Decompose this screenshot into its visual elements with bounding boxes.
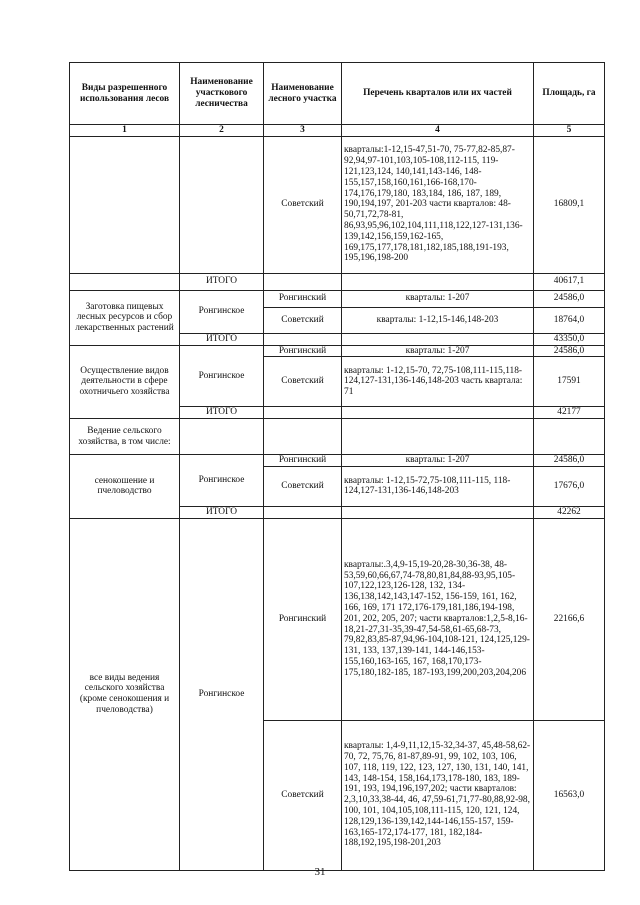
colnum-2: 2 <box>180 125 264 137</box>
area-cell <box>534 419 605 455</box>
area-cell: 16563,0 <box>534 720 605 870</box>
quarters-cell <box>342 407 534 419</box>
plot-cell <box>264 419 342 455</box>
use-cell: Осуществление видов деятельности в сфере охотничьего хозяйства <box>70 345 180 419</box>
total-label: ИТОГО <box>180 333 264 345</box>
page-number: 31 <box>314 866 326 878</box>
forestry-cell: Ронгинское <box>180 345 264 407</box>
total-row <box>70 273 605 290</box>
plot-cell <box>264 506 342 518</box>
quarters-cell: кварталы:1-12,15-47,51-70, 75-77,82-85,87-92,94,97-101,103,105-108,112-115, 119-121,123,124, 140,141,143-146, 148-155,157,158,160,161,166-168,170-174,176,179,180, 183,184, 186, 187, 189, 190,194,197, 201-203 части кварталов: 48-50,71,72,78-81, 86,93,95,96,102,104,111,118,122,127-131,136-139,142,156,159,162-165, 169,175,177,178,181,182,185,188,191-193, 195,196,198-200 <box>342 136 534 273</box>
plot-cell <box>264 407 342 419</box>
quarters-cell: кварталы: 1,4-9,11,12,15-32,34-37, 45,48-58,62-70, 72, 75,76, 81-87,89-91, 99, 102, 103, 106, 107, 118, 119, 122, 123, 127, 130, 131, 140, 141, 143, 148-154, 158,164,173,178-180, 183, 189-191, 193, 194,196,197,202; части кварталов: 2,3,10,33,38-44, 46, 47,59-61,71,77-80,88,92-98, 100, 101, 104,105,108,111-115, 120, 121, 124, 128,129,136-139,142,144-146,155-157, 159-163,165-172,174-177, 181, 182,184-188,192,195,198-201,203 <box>342 720 534 870</box>
forest-use-table <box>69 62 605 871</box>
quarters-cell <box>342 333 534 345</box>
area-cell: 24586,0 <box>534 455 605 467</box>
area-cell: 22166,6 <box>534 518 605 720</box>
plot-cell: Ронгинский <box>264 455 342 467</box>
plot-cell: Ронгинский <box>264 290 342 307</box>
forestry-cell: Ронгинское <box>180 518 264 870</box>
total-label: ИТОГО <box>180 506 264 518</box>
header-plot: Наименование лесного участка <box>264 63 342 125</box>
table-row <box>70 290 605 307</box>
colnum-3: 3 <box>264 125 342 137</box>
column-number-row <box>70 125 605 137</box>
plot-cell: Ронгинский <box>264 518 342 720</box>
plot-cell: Советский <box>264 136 342 273</box>
header-quarters: Перечень кварталов или их частей <box>342 63 534 125</box>
quarters-cell: кварталы: 1-207 <box>342 290 534 307</box>
colnum-1: 1 <box>70 125 180 137</box>
use-cell: все виды ведения сельского хозяйства (кроме сенокошения и пчеловодства) <box>70 518 180 870</box>
total-area: 42177 <box>534 407 605 419</box>
quarters-cell: кварталы:.3,4,9-15,19-20,28-30,36-38, 48-53,59,60,66,67,74-78,80,81,84,88-93,95,105-107,122,123,126-128, 132, 134-136,138,142,143,147-152, 156-159, 161, 162, 166, 169, 171 172,176-179,181,186,194-198, 201, 202, 205, 207; части кварталов:1,2,5-8,16-18,21-27,31-35,39-47,54-58,61-65,68-73, 79,82,83,85-87,94,96-104,108-121, 124,125,129-131, 133, 137,139-141, 144-146,153-155,160,163-165, 167, 168,170,173-175,180,182-185, 187-193,199,200,203,204,206 <box>342 518 534 720</box>
plot-cell: Советский <box>264 307 342 333</box>
quarters-cell <box>342 506 534 518</box>
area-cell: 17676,0 <box>534 466 605 506</box>
total-area: 42262 <box>534 506 605 518</box>
quarters-cell <box>342 419 534 455</box>
quarters-cell: кварталы: 1-207 <box>342 455 534 467</box>
plot-cell: Советский <box>264 720 342 870</box>
area-cell: 24586,0 <box>534 290 605 307</box>
plot-cell <box>264 273 342 290</box>
total-area: 43350,0 <box>534 333 605 345</box>
header-forestry: Наименование участкового лесничества <box>180 63 264 125</box>
use-cell <box>70 273 180 290</box>
header-row <box>70 63 605 125</box>
area-cell: 24586,0 <box>534 345 605 357</box>
table-row <box>70 345 605 357</box>
area-cell: 17591 <box>534 357 605 407</box>
area-cell: 18764,0 <box>534 307 605 333</box>
area-cell: 16809,1 <box>534 136 605 273</box>
use-heading-cell: Ведение сельского хозяйства, в том числе: <box>70 419 180 455</box>
colnum-5: 5 <box>534 125 605 137</box>
quarters-cell: кварталы: 1-207 <box>342 345 534 357</box>
forestry-cell: Ронгинское <box>180 290 264 333</box>
use-cell: Заготовка пищевых лесных ресурсов и сбор лекарственных растений <box>70 290 180 345</box>
table-row <box>70 455 605 467</box>
plot-cell: Советский <box>264 466 342 506</box>
quarters-cell: кварталы: 1-12,15-146,148-203 <box>342 307 534 333</box>
quarters-cell: кварталы: 1-12,15-72,75-108,111-115, 118-124,127-131,136-146,148-203 <box>342 466 534 506</box>
total-label: ИТОГО <box>180 407 264 419</box>
quarters-cell: кварталы: 1-12,15-70, 72,75-108,111-115,118-124,127-131,136-146,148-203 часть квартала: 71 <box>342 357 534 407</box>
use-cell: сенокошение и пчеловодство <box>70 455 180 519</box>
plot-cell: Ронгинский <box>264 345 342 357</box>
table-row <box>70 518 605 720</box>
forestry-cell <box>180 136 264 273</box>
use-cell <box>70 136 180 273</box>
table-row <box>70 419 605 455</box>
total-area: 40617,1 <box>534 273 605 290</box>
forestry-cell: Ронгинское <box>180 455 264 507</box>
plot-cell <box>264 333 342 345</box>
plot-cell: Советский <box>264 357 342 407</box>
quarters-cell <box>342 273 534 290</box>
header-use: Виды разрешенного использования лесов <box>70 63 180 125</box>
header-area: Площадь, га <box>534 63 605 125</box>
total-label: ИТОГО <box>180 273 264 290</box>
colnum-4: 4 <box>342 125 534 137</box>
forestry-cell <box>180 419 264 455</box>
table-row <box>70 136 605 273</box>
